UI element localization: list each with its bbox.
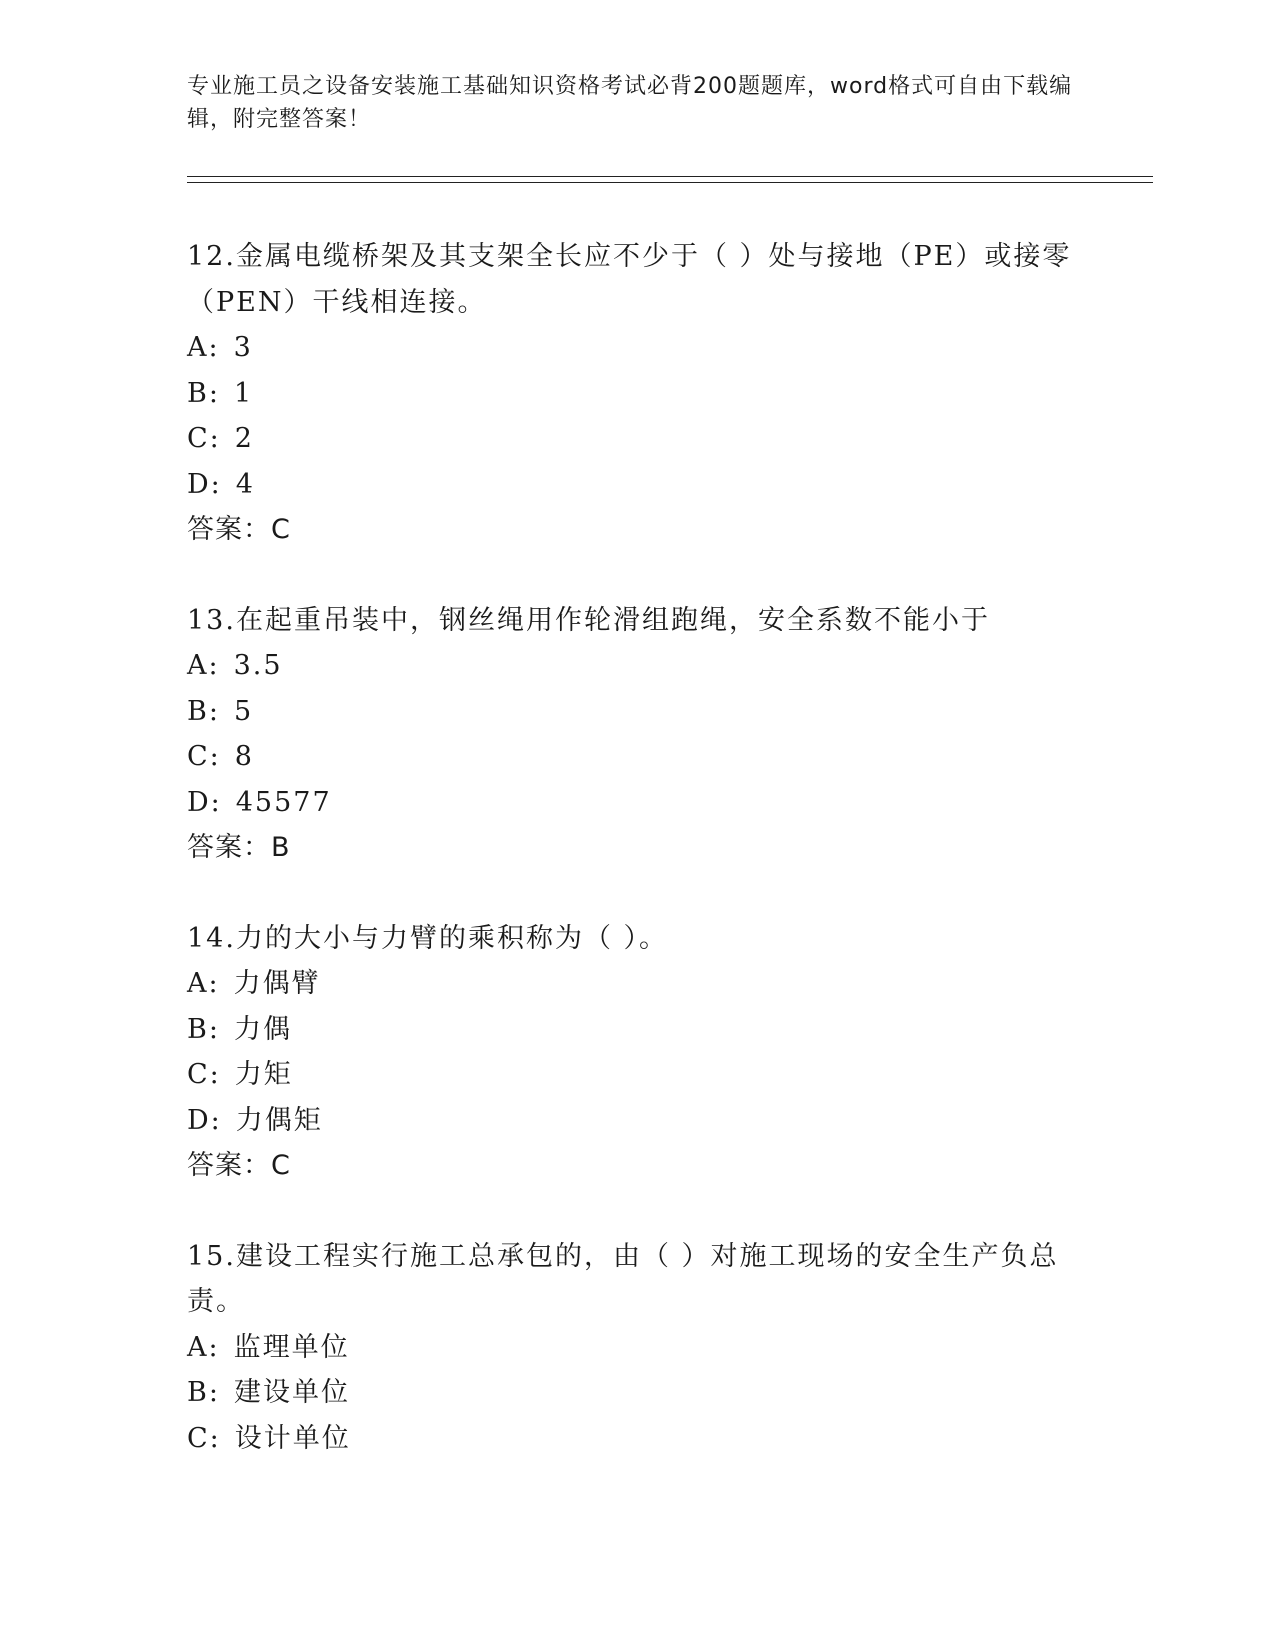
option-value: 3 (233, 332, 253, 363)
option-value: 5 (233, 695, 254, 727)
answer-text: 答案：C (187, 1150, 291, 1181)
option-value: 设计单位 (234, 1422, 351, 1454)
question-text: 15.建设工程实行施工总承包的，由（ ）对施工现场的安全生产负总责。 (187, 1240, 1059, 1317)
option-key: A: (187, 332, 220, 363)
question-13 (187, 598, 1087, 871)
option-value: 建设单位 (233, 1377, 350, 1408)
option-d (187, 462, 1087, 508)
option-key: C: (187, 1422, 221, 1454)
question-14 (187, 916, 1087, 1189)
header-divider-bottom (187, 182, 1153, 183)
option-a (187, 1325, 1087, 1371)
option-key: B: (187, 1013, 220, 1045)
option-a (187, 643, 1087, 689)
option-value: 力偶 (233, 1013, 292, 1045)
option-value: 45577 (235, 786, 332, 818)
option-value: 力偶臂 (233, 968, 321, 999)
option-value: 监理单位 (233, 1331, 350, 1363)
option-value: 力矩 (234, 1059, 293, 1090)
option-key: B: (187, 377, 220, 409)
question-15 (187, 1234, 1087, 1462)
option-value: 4 (235, 468, 255, 500)
option-d (187, 780, 1087, 826)
option-key: C: (187, 423, 221, 454)
option-key: D: (187, 1104, 222, 1136)
option-key: B: (187, 695, 220, 727)
option-value: 8 (234, 741, 254, 772)
option-key: D: (187, 786, 222, 818)
answer-text: 答案：C (187, 514, 291, 545)
option-key: D: (187, 468, 222, 500)
document-header: 专业施工员之设备安装施工基础知识资格考试必背200题题库，word格式可自由下载编辑，附完整答案！ (187, 74, 1073, 132)
option-c (187, 734, 1087, 780)
question-text: 12.金属电缆桥架及其支架全长应不少于（ ）处与接地（PE）或接零（PEN）干线相连接。 (187, 241, 1072, 318)
question-list (187, 234, 1087, 1506)
option-key: A: (187, 650, 220, 681)
option-c (187, 1052, 1087, 1098)
option-a (187, 961, 1087, 1007)
header-divider-top (187, 176, 1153, 177)
question-text: 13.在起重吊装中，钢丝绳用作轮滑组跑绳，安全系数不能小于 (187, 604, 990, 636)
option-b (187, 1007, 1087, 1053)
option-b (187, 1370, 1087, 1416)
option-d (187, 1098, 1087, 1144)
option-a (187, 325, 1087, 371)
option-key: B: (187, 1377, 220, 1408)
question-12 (187, 234, 1087, 553)
option-c (187, 416, 1087, 462)
option-key: A: (187, 968, 220, 999)
option-value: 1 (233, 377, 254, 409)
option-key: C: (187, 741, 221, 772)
question-text: 14.力的大小与力臂的乘积称为（ ）。 (187, 922, 669, 954)
option-b (187, 689, 1087, 735)
option-value: 3.5 (233, 650, 283, 681)
option-c (187, 1416, 1087, 1462)
option-key: A: (187, 1331, 220, 1363)
option-value: 力偶矩 (235, 1104, 323, 1136)
option-value: 2 (234, 423, 254, 454)
option-b (187, 371, 1087, 417)
option-key: C: (187, 1059, 221, 1090)
answer-text: 答案：B (187, 832, 291, 863)
